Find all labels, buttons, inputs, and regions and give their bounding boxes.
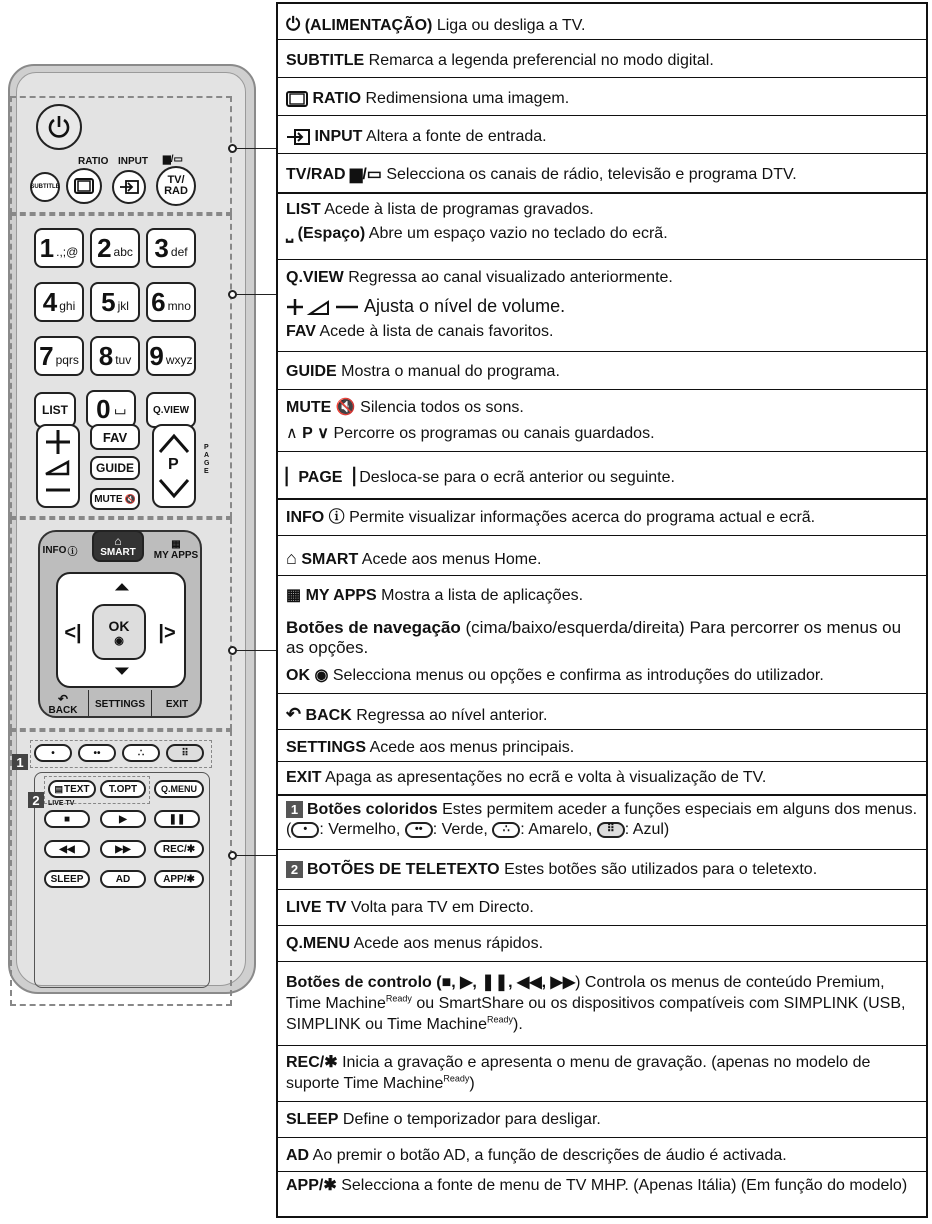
guide-button[interactable] bbox=[90, 456, 140, 480]
ratio-label: RATIO bbox=[78, 156, 109, 167]
app-button-label: APP/✱ bbox=[163, 873, 195, 885]
number-key-5[interactable] bbox=[90, 282, 140, 322]
desc-space-key: (Espaço) bbox=[297, 225, 366, 242]
green-button[interactable]: •• bbox=[78, 744, 116, 762]
stop-button[interactable]: ■ bbox=[44, 810, 90, 828]
desc-livetv bbox=[278, 890, 926, 926]
number-key-digit: 9 bbox=[149, 340, 164, 371]
desc-tvrad-text: Selecciona os canais de rádio, televisão e programa DTV. bbox=[381, 166, 797, 183]
desc-livetv-text: Volta para TV em Directo. bbox=[346, 899, 534, 916]
desc-control-key: Botões de controlo bbox=[286, 974, 432, 991]
desc-nav-key: Botões de navegação bbox=[286, 618, 461, 637]
desc-colored-red: : Vermelho, bbox=[319, 821, 405, 838]
desc-tvrad bbox=[278, 154, 926, 192]
desc-sleep bbox=[278, 1102, 926, 1138]
desc-control-sup-1: Ready bbox=[385, 993, 412, 1004]
desc-exit bbox=[278, 762, 926, 794]
desc-list bbox=[278, 196, 926, 220]
desc-navigation bbox=[278, 614, 926, 660]
number-key-digit: 2 bbox=[97, 232, 112, 263]
desc-mute-key: MUTE bbox=[286, 399, 332, 416]
leader-line-3 bbox=[232, 650, 276, 651]
power-symbol-icon: ⏻ bbox=[286, 14, 301, 34]
text-button[interactable] bbox=[48, 780, 96, 798]
number-key-digit: 8 bbox=[98, 340, 114, 371]
space-symbol-icon: ⎵ bbox=[286, 222, 294, 242]
desc-myapps-key: MY APPS bbox=[305, 587, 377, 604]
desc-control: Botões de controlo (■, ▶, ❚❚, ◀◀, ▶▶) Controla os menus de conteúdo Premium, Time Machine$^{Ready}$ ou SmartShare ou os dispositivos compatíveis com SIMPLINK (USB, SIMPLINK ou Time Machine$^{Ready}$). bbox=[278, 962, 926, 1046]
desc-space bbox=[278, 220, 926, 260]
desc-rec-text-2: ) bbox=[469, 1075, 475, 1092]
info-button-label: INFO bbox=[42, 544, 67, 556]
desc-colored-green: : Verde, bbox=[432, 821, 493, 838]
green-chip-icon: •• bbox=[405, 822, 433, 838]
number-key-letters: abc bbox=[113, 245, 133, 259]
tvrad-button[interactable] bbox=[156, 166, 196, 206]
tag-1-remote: 1 bbox=[12, 754, 28, 770]
desc-volume bbox=[278, 290, 926, 318]
desc-input bbox=[278, 116, 926, 154]
desc-input-text: Altera a fonte de entrada. bbox=[362, 128, 547, 145]
number-key-digit: 3 bbox=[154, 232, 169, 263]
desc-guide-key: GUIDE bbox=[286, 363, 337, 380]
ad-button[interactable] bbox=[100, 870, 146, 888]
desc-myapps-text: Mostra a lista de aplicações. bbox=[376, 587, 584, 604]
desc-colored-text: Estes permitem aceder a funções especiais em alguns dos menus. ( bbox=[286, 801, 918, 838]
desc-colored-key: Botões coloridos bbox=[307, 801, 438, 818]
number-key-letters: def bbox=[170, 245, 188, 259]
desc-rec-sup: Ready bbox=[443, 1073, 470, 1084]
desc-control-text-2: ou SmartShare ou os dispositivos compatíveis com SIMPLINK (USB, SIMPLINK ou Time Machine bbox=[286, 995, 906, 1033]
rec-button[interactable] bbox=[154, 840, 204, 858]
leader-dot-1 bbox=[228, 144, 237, 153]
desc-subtitle-key: SUBTITLE bbox=[286, 52, 365, 69]
number-key-letters: ghi bbox=[59, 299, 76, 313]
exit-button-label: EXIT bbox=[165, 698, 189, 710]
page-up-icon: ▏ bbox=[286, 469, 299, 486]
desc-app bbox=[278, 1172, 926, 1216]
desc-qview-key: Q.VIEW bbox=[286, 269, 344, 286]
topt-button-label: T.OPT bbox=[108, 783, 138, 795]
back-symbol-icon: ↶ bbox=[286, 704, 302, 724]
leader-line-1 bbox=[232, 148, 276, 149]
desc-ad-text: Ao premir o botão AD, a função de descrições de áudio é activada. bbox=[309, 1147, 787, 1164]
tvrad-small-icon: ▆/▭ bbox=[163, 154, 183, 165]
desc-sleep-text: Define o temporizador para desligar. bbox=[338, 1111, 601, 1128]
desc-smart bbox=[278, 536, 926, 576]
list-button[interactable] bbox=[34, 392, 76, 428]
settings-button-label: SETTINGS bbox=[94, 698, 145, 710]
input-icon bbox=[119, 180, 139, 194]
play-button[interactable]: ▶ bbox=[100, 810, 146, 828]
myapps-button-label: MY APPS bbox=[153, 549, 199, 561]
group-color-teletext bbox=[278, 794, 926, 1216]
desc-page-text: Desloca-se para o ecrã anterior ou seguinte. bbox=[354, 469, 675, 486]
desc-livetv-key: LIVE TV bbox=[286, 899, 347, 916]
sleep-button-label: SLEEP bbox=[50, 873, 84, 885]
desc-ad-key: AD bbox=[286, 1147, 310, 1164]
desc-exit-key: EXIT bbox=[286, 769, 322, 786]
back-button-label: BACK bbox=[48, 704, 78, 716]
exit-button[interactable] bbox=[152, 690, 202, 718]
number-key-letters: wxyz bbox=[165, 353, 193, 367]
number-key-letters: jkl bbox=[117, 299, 129, 313]
mute-button-label: MUTE bbox=[94, 493, 123, 505]
description-panel bbox=[276, 2, 928, 1218]
desc-exit-text: Apaga as apresentações no ecrã e volta à visualização de TV. bbox=[321, 769, 767, 786]
qview-button[interactable] bbox=[146, 392, 196, 428]
volume-icons bbox=[38, 426, 78, 506]
smart-button[interactable] bbox=[92, 530, 144, 562]
zero-space-button[interactable] bbox=[86, 390, 136, 428]
nav-left-button[interactable]: <| bbox=[64, 621, 82, 644]
desc-teletext bbox=[278, 850, 926, 890]
leader-dot-3 bbox=[228, 646, 237, 655]
number-key-letters: mno bbox=[167, 299, 191, 313]
program-rocker[interactable] bbox=[152, 424, 196, 508]
apps-grid-icon: ▦ bbox=[171, 538, 181, 550]
desc-colored-yellow: : Amarelo, bbox=[520, 821, 597, 838]
livetv-label: LIVE TV bbox=[48, 800, 75, 807]
desc-power-text: Liga ou desliga a TV. bbox=[432, 17, 586, 34]
desc-ratio-text: Redimensiona uma imagem. bbox=[361, 90, 570, 107]
leader-line-2 bbox=[232, 294, 276, 295]
program-up-icon: ∧ bbox=[286, 425, 298, 442]
ok-symbol-icon: ◉ bbox=[314, 667, 329, 684]
guide-button-label: GUIDE bbox=[95, 461, 134, 475]
desc-volume-text: Ajusta o nível de volume. bbox=[360, 296, 566, 316]
desc-mute bbox=[278, 390, 926, 420]
desc-rec-text: Inicia a gravação e apresenta o menu de gravação. (apenas no modelo de suporte Time Machine bbox=[286, 1054, 871, 1092]
power-icon bbox=[46, 114, 72, 140]
number-key-letters: pqrs bbox=[55, 353, 79, 367]
fav-button[interactable] bbox=[90, 424, 140, 450]
info-button[interactable] bbox=[38, 530, 82, 570]
number-key-9[interactable] bbox=[146, 336, 196, 376]
myapps-button[interactable] bbox=[150, 530, 202, 570]
red-chip-icon: • bbox=[291, 822, 319, 838]
desc-page-key: PAGE bbox=[298, 469, 343, 486]
tag-2-desc: 2 bbox=[286, 861, 303, 878]
desc-input-key: INPUT bbox=[314, 128, 363, 145]
desc-smart-key: SMART bbox=[301, 551, 359, 568]
desc-fav bbox=[278, 318, 926, 352]
volume-symbol-icons bbox=[286, 298, 360, 316]
text-icon: ▤ bbox=[54, 783, 63, 794]
desc-mute-text: Silencia todos os sons. bbox=[355, 399, 524, 416]
number-key-7[interactable] bbox=[34, 336, 84, 376]
desc-colored bbox=[278, 794, 926, 850]
number-key-digit: 5 bbox=[101, 286, 116, 317]
tvrad-symbol-icon: ▆/▭ bbox=[350, 166, 382, 183]
ratio-icon bbox=[74, 178, 94, 194]
number-key-digit: 1 bbox=[39, 232, 55, 263]
desc-program-key: P bbox=[302, 425, 313, 442]
home-icon: ⌂ bbox=[114, 533, 122, 548]
input-button[interactable] bbox=[112, 170, 146, 204]
desc-qmenu-text: Acede aos menus rápidos. bbox=[350, 935, 544, 952]
group-power bbox=[278, 4, 926, 194]
yellow-button[interactable]: ∴ bbox=[122, 744, 160, 762]
sleep-button[interactable] bbox=[44, 870, 90, 888]
desc-colored-blue: : Azul) bbox=[624, 821, 670, 838]
group-numbers bbox=[278, 192, 926, 500]
home-symbol-icon: ⌂ bbox=[286, 548, 297, 568]
ratio-symbol-icon bbox=[286, 91, 308, 107]
ok-button[interactable] bbox=[92, 604, 146, 660]
tag-2-remote: 2 bbox=[28, 792, 44, 808]
desc-page bbox=[278, 452, 926, 498]
desc-subtitle-text: Remarca a legenda preferencial no modo digital. bbox=[364, 52, 714, 69]
desc-back bbox=[278, 694, 926, 730]
desc-ok-key: OK bbox=[286, 667, 310, 684]
mute-symbol-icon: 🔇 bbox=[335, 399, 356, 416]
topt-button[interactable] bbox=[100, 780, 146, 798]
desc-space-text: Abre um espaço vazio no teclado do ecrã. bbox=[365, 225, 668, 242]
tag-1-desc: 1 bbox=[286, 801, 303, 818]
pause-button[interactable]: ❚❚ bbox=[154, 810, 200, 828]
desc-control-sup-2: Ready bbox=[486, 1014, 513, 1025]
fav-button-label: FAV bbox=[102, 429, 128, 445]
red-button[interactable]: • bbox=[34, 744, 72, 762]
ad-button-label: AD bbox=[115, 873, 131, 885]
desc-teletext-key: BOTÕES DE TELETEXTO bbox=[307, 861, 500, 878]
nav-up-button[interactable]: ⏶ bbox=[114, 576, 130, 597]
desc-teletext-text: Estes botões são utilizados para o teletexto. bbox=[499, 861, 818, 878]
desc-program-text: Percorre os programas ou canais guardados. bbox=[329, 425, 655, 442]
desc-ok-text: Selecciona menus ou opções e confirma as introduções do utilizador. bbox=[328, 667, 824, 684]
nav-right-button[interactable]: |> bbox=[158, 621, 176, 644]
number-key-letters: .,;@ bbox=[56, 245, 79, 259]
desc-list-key: LIST bbox=[286, 201, 321, 218]
leader-dot-2 bbox=[228, 290, 237, 299]
desc-settings-key: SETTINGS bbox=[286, 739, 367, 756]
mute-icon: 🔇 bbox=[124, 493, 136, 504]
desc-app-key: APP/✱ bbox=[286, 1177, 337, 1194]
blue-chip-icon: ⠿ bbox=[597, 822, 625, 838]
subtitle-button-label: SUBTITLE bbox=[30, 184, 60, 190]
desc-tvrad-key: TV/RAD bbox=[286, 166, 346, 183]
control-symbol-icons: ■, ▶, ❚❚, ◀◀, ▶▶ bbox=[441, 974, 576, 991]
number-key-8[interactable] bbox=[90, 336, 140, 376]
smart-button-label: SMART bbox=[100, 546, 136, 558]
mute-button[interactable] bbox=[90, 488, 140, 510]
input-symbol-icon bbox=[286, 129, 310, 145]
program-down-icon: ∨ bbox=[317, 425, 330, 442]
number-key-digit: 6 bbox=[151, 286, 166, 317]
desc-info bbox=[278, 498, 926, 536]
program-p-label: P bbox=[168, 456, 179, 473]
desc-guide bbox=[278, 352, 926, 390]
fastforward-button[interactable]: ▶▶ bbox=[100, 840, 146, 858]
ok-dot-icon: ◉ bbox=[114, 634, 124, 647]
yellow-chip-icon: ∴ bbox=[492, 822, 520, 838]
ok-button-label: OK bbox=[108, 617, 130, 634]
tvrad-button-label: TV/ RAD bbox=[164, 174, 188, 197]
desc-sleep-key: SLEEP bbox=[286, 1111, 339, 1128]
leader-line-4 bbox=[232, 855, 276, 856]
desc-qview bbox=[278, 260, 926, 288]
desc-program bbox=[278, 420, 926, 452]
blue-button[interactable]: ⠿ bbox=[166, 744, 204, 762]
apps-symbol-icon: ▦ bbox=[286, 587, 302, 604]
qmenu-button-label: Q.MENU bbox=[161, 784, 197, 794]
app-button[interactable] bbox=[154, 870, 204, 888]
power-button[interactable] bbox=[36, 104, 82, 150]
desc-back-text: Regressa ao nível anterior. bbox=[351, 707, 548, 724]
desc-ratio bbox=[278, 78, 926, 116]
remote-control-illustration bbox=[8, 64, 254, 992]
number-key-3[interactable] bbox=[146, 228, 196, 268]
desc-control-text-1: ) Controla os menus de conteúdo Premium, Time Machine bbox=[286, 974, 885, 1012]
nav-down-button[interactable]: ⏷ bbox=[114, 660, 130, 681]
desc-nav-text: (cima/baixo/esquerda/direita) Para percorrer os menus ou as opções. bbox=[286, 618, 902, 657]
list-button-label: LIST bbox=[42, 403, 68, 417]
qview-button-label: Q.VIEW bbox=[152, 404, 190, 416]
space-icon: ⌴ bbox=[114, 400, 126, 417]
desc-info-text: Permite visualizar informações acerca do programa actual e ecrã. bbox=[344, 509, 816, 526]
desc-qmenu-key: Q.MENU bbox=[286, 935, 350, 952]
desc-guide-text: Mostra o manual do programa. bbox=[336, 363, 560, 380]
desc-qmenu bbox=[278, 926, 926, 962]
desc-power bbox=[278, 4, 926, 40]
desc-ok bbox=[278, 660, 926, 694]
number-key-digit: 4 bbox=[42, 286, 58, 317]
desc-fav-text: Acede à lista de canais favoritos. bbox=[315, 323, 554, 340]
number-key-4[interactable] bbox=[34, 282, 84, 322]
leader-dot-4 bbox=[228, 851, 237, 860]
settings-button[interactable] bbox=[88, 690, 152, 718]
desc-list-text: Acede à lista de programas gravados. bbox=[320, 201, 594, 218]
desc-subtitle bbox=[278, 40, 926, 78]
desc-smart-text: Acede aos menus Home. bbox=[358, 551, 542, 568]
number-key-digit: 7 bbox=[39, 340, 54, 371]
rec-button-label: REC/✱ bbox=[162, 843, 196, 855]
desc-back-key: BACK bbox=[305, 707, 352, 724]
desc-settings-text: Acede aos menus principais. bbox=[366, 739, 575, 756]
page-down-icon: ▕ bbox=[342, 469, 355, 486]
desc-rec bbox=[278, 1046, 926, 1102]
group-navigation bbox=[278, 498, 926, 796]
text-button-label: TEXT bbox=[63, 783, 90, 795]
info-symbol-icon: ⓘ bbox=[328, 509, 345, 526]
number-key-1[interactable] bbox=[34, 228, 84, 268]
zero-digit: 0 bbox=[96, 393, 111, 424]
desc-control-text-3: ). bbox=[512, 1016, 523, 1033]
info-icon: ⓘ bbox=[67, 546, 78, 558]
desc-ad bbox=[278, 1138, 926, 1172]
page-vertical-label: PAGE bbox=[204, 444, 210, 475]
qmenu-button[interactable] bbox=[154, 780, 204, 798]
desc-rec-key: REC/✱ bbox=[286, 1054, 338, 1071]
input-label: INPUT bbox=[118, 156, 148, 167]
desc-app-text: Selecciona a fonte de menu de TV MHP. (Apenas Itália) (Em função do modelo) bbox=[336, 1177, 908, 1194]
desc-qview-text: Regressa ao canal visualizado anteriormente. bbox=[343, 269, 673, 286]
rewind-button[interactable]: ◀◀ bbox=[44, 840, 90, 858]
number-key-letters: tuv bbox=[115, 353, 132, 367]
back-arrow-icon: ↶ bbox=[57, 691, 69, 706]
ratio-button[interactable] bbox=[66, 168, 102, 204]
desc-myapps bbox=[278, 576, 926, 614]
desc-fav-key: FAV bbox=[286, 323, 316, 340]
subtitle-button[interactable] bbox=[30, 172, 60, 202]
desc-info-key: INFO bbox=[286, 509, 325, 526]
back-button[interactable] bbox=[38, 690, 88, 718]
desc-settings bbox=[278, 730, 926, 762]
number-key-2[interactable] bbox=[90, 228, 140, 268]
desc-power-key: (ALIMENTAÇÃO) bbox=[304, 17, 433, 34]
volume-rocker[interactable] bbox=[36, 424, 80, 508]
number-key-6[interactable] bbox=[146, 282, 196, 322]
desc-ratio-key: RATIO bbox=[312, 90, 362, 107]
